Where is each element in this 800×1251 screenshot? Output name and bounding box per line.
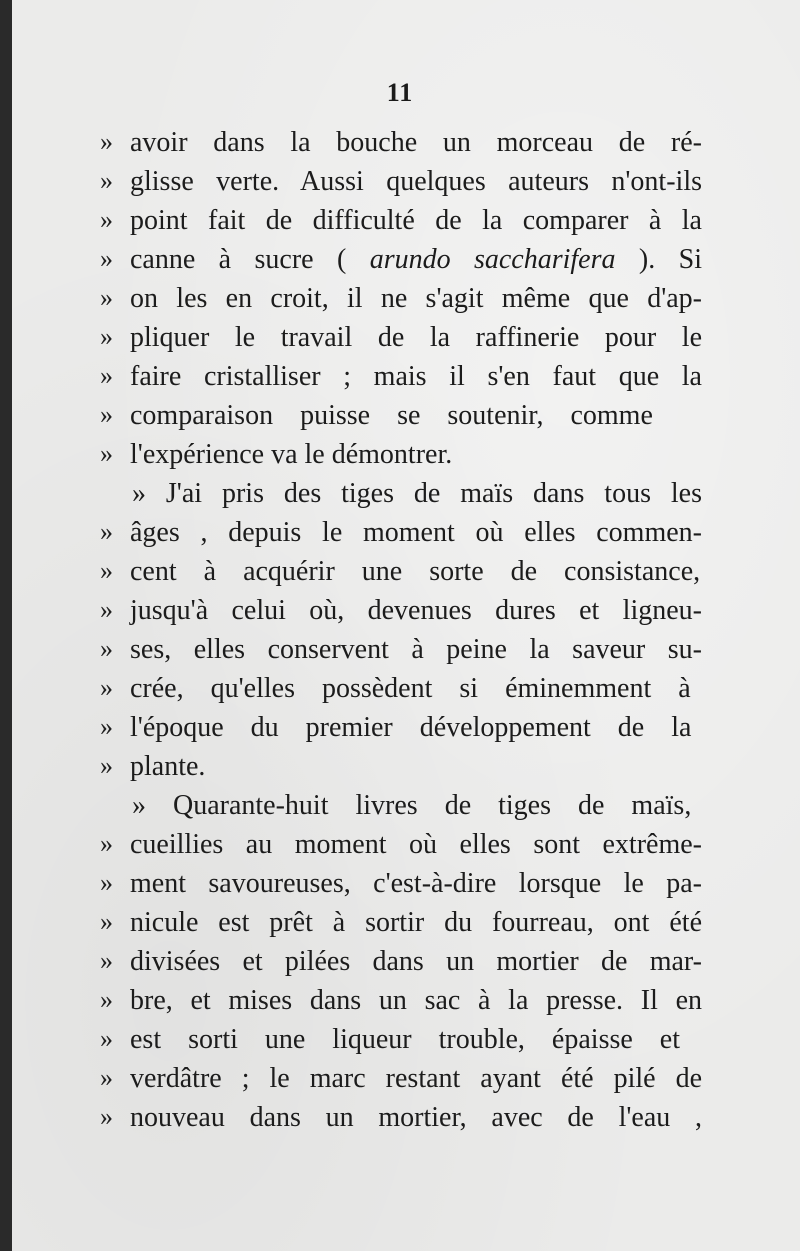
quote-mark: » xyxy=(100,361,113,390)
line-text-main: point fait de difficulté de la comparer à la xyxy=(130,205,702,236)
text-line xyxy=(12,946,800,982)
line-text xyxy=(130,322,702,354)
quote-mark: » xyxy=(100,634,113,663)
line-text xyxy=(130,868,702,900)
quote-mark: » xyxy=(100,400,113,429)
line-text xyxy=(130,1024,680,1056)
line-text-main: est sorti une liqueur trouble, épaisse et xyxy=(130,1024,680,1055)
text-line xyxy=(12,712,800,748)
line-text xyxy=(130,634,702,666)
line-text-main: pliquer le travail de la raffinerie pour le xyxy=(130,322,702,353)
line-text-main: » Quarante-huit livres de tiges de maïs, xyxy=(132,790,692,821)
italic-latin-name: arundo saccharifera xyxy=(369,244,616,275)
quote-mark: » xyxy=(100,166,113,195)
line-text xyxy=(130,166,702,198)
line-text xyxy=(130,127,702,159)
text-line xyxy=(12,634,800,670)
line-text-main: l'époque du premier développement de la xyxy=(130,712,692,743)
line-text xyxy=(132,790,691,822)
text-line xyxy=(12,205,800,241)
line-text xyxy=(130,1102,702,1134)
line-text-main: » J'ai pris des tiges de maïs dans tous les xyxy=(132,478,702,509)
text-line xyxy=(12,868,800,904)
text-line xyxy=(12,127,800,163)
quote-mark: » xyxy=(100,1102,113,1131)
line-text-main: ment savoureuses, c'est-à-dire lorsque le pa- xyxy=(130,868,702,899)
line-text-main: ses, elles conservent à peine la saveur su- xyxy=(130,634,702,665)
line-text-main: canne à sucre ( xyxy=(130,244,370,275)
page-number: 11 xyxy=(386,78,414,107)
text-line xyxy=(12,1102,800,1138)
quote-mark: » xyxy=(100,322,113,351)
line-text-main: cueillies au moment où elles sont extrême- xyxy=(130,829,702,860)
line-text-main: on les en croit, il ne s'agit même que d'ap- xyxy=(130,283,702,314)
text-line xyxy=(12,166,800,202)
quote-mark: » xyxy=(100,439,113,468)
quote-mark: » xyxy=(100,712,113,741)
line-text xyxy=(130,907,702,939)
text-line xyxy=(12,400,800,436)
text-line xyxy=(12,595,800,631)
quote-mark: » xyxy=(100,205,113,234)
quote-mark: » xyxy=(100,673,113,702)
line-text-main: divisées et pilées dans un mortier de mar- xyxy=(130,946,702,977)
text-line xyxy=(12,985,800,1021)
line-text-main: plante. xyxy=(130,751,206,782)
quote-mark: » xyxy=(100,829,113,858)
quote-mark: » xyxy=(100,595,113,624)
quote-mark: » xyxy=(100,751,113,780)
quote-mark: » xyxy=(100,244,113,273)
text-line xyxy=(12,907,800,943)
quote-mark: » xyxy=(100,907,113,936)
line-text-main: glisse verte. Aussi quelques auteurs n'ont-ils xyxy=(130,166,702,197)
line-text-main: crée, qu'elles possèdent si éminemment à xyxy=(130,673,691,704)
text-line xyxy=(12,478,800,514)
line-text xyxy=(130,712,691,744)
line-text xyxy=(130,517,702,549)
line-text xyxy=(130,946,702,978)
text-line xyxy=(12,361,800,397)
line-text xyxy=(130,400,653,432)
text-line xyxy=(12,439,800,475)
text-line xyxy=(12,829,800,865)
line-text-main: bre, et mises dans un sac à la presse. Il en xyxy=(130,985,702,1016)
line-text-main: faire cristalliser ; mais il s'en faut que la xyxy=(130,361,702,392)
quote-mark: » xyxy=(100,946,113,975)
line-text-main: nouveau dans un mortier, avec de l'eau , xyxy=(130,1102,702,1133)
line-text xyxy=(130,283,702,315)
line-text-main: cent à acquérir une sorte de consistance, xyxy=(130,556,701,587)
line-text xyxy=(130,673,691,705)
text-line xyxy=(12,673,800,709)
line-text-main: comparaison puisse se soutenir, comme xyxy=(130,400,653,431)
text-line xyxy=(12,751,800,787)
line-text xyxy=(130,751,205,783)
line-text xyxy=(130,205,702,237)
line-text xyxy=(130,985,702,1017)
text-line xyxy=(12,283,800,319)
book-page xyxy=(12,0,800,1251)
text-line xyxy=(12,517,800,553)
line-text-main: jusqu'à celui où, devenues dures et ligneu- xyxy=(130,595,702,626)
line-text xyxy=(132,478,702,510)
quote-mark: » xyxy=(100,556,113,585)
line-text-main: verdâtre ; le marc restant ayant été pilé de xyxy=(130,1063,702,1094)
line-text-main: âges , depuis le moment où elles commen- xyxy=(130,517,702,548)
quote-mark: » xyxy=(100,283,113,312)
quote-mark: » xyxy=(100,517,113,546)
line-text xyxy=(130,1063,702,1095)
line-text xyxy=(130,595,702,627)
quote-mark: » xyxy=(100,1024,113,1053)
line-text-main: avoir dans la bouche un morceau de ré- xyxy=(130,127,702,158)
quote-mark: » xyxy=(100,1063,113,1092)
line-text-main: nicule est prêt à sortir du fourreau, ont été xyxy=(130,907,702,938)
text-line xyxy=(12,790,800,826)
line-text xyxy=(130,244,702,276)
line-text-tail: ). Si xyxy=(615,244,702,275)
text-line xyxy=(12,1063,800,1099)
text-line xyxy=(12,322,800,358)
line-text xyxy=(130,829,702,861)
quote-mark: » xyxy=(100,127,113,156)
quote-mark: » xyxy=(100,985,113,1014)
quote-mark: » xyxy=(100,868,113,897)
text-line xyxy=(12,556,800,592)
line-text xyxy=(130,361,702,393)
text-line xyxy=(12,1024,800,1060)
line-text xyxy=(130,556,700,588)
line-text-main: l'expérience va le démontrer. xyxy=(130,439,453,470)
text-line xyxy=(12,244,800,280)
line-text xyxy=(130,439,452,471)
